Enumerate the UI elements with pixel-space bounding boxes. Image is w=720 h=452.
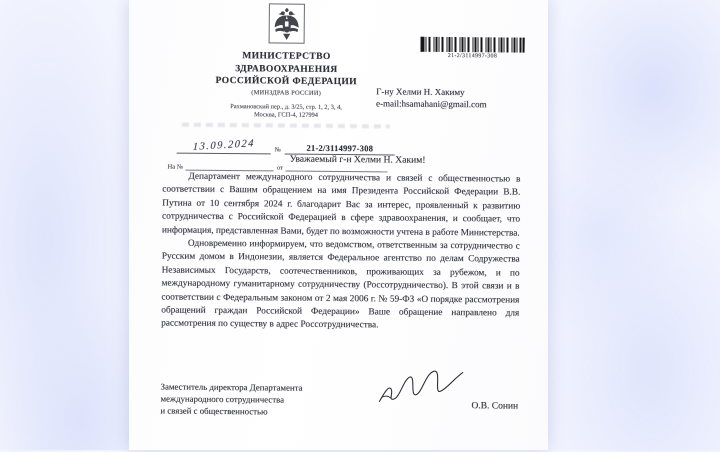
recipient-email: e-mail:hsamahani@gmail.com	[376, 97, 487, 109]
signer-name: О.В. Сонин	[471, 401, 519, 412]
handwritten-signature-icon	[375, 366, 467, 418]
ministry-line: РОССИЙСКОЙ ФЕДЕРАЦИИ	[215, 75, 357, 88]
body-paragraph-2: Одновременно информируем, что ведомством, ответственным за сотрудничество с Русским домом в Индонезии, является Федеральное агентство по делам Содружества Независимых Государств, соотечественников, проживающих за рубежом, и по международному гуманитарному сотрудничеству (Россотрудничество). В этой связи и в соответствии с Федеральным законом от 2 мая 2006 г. № 59-ФЗ «О порядке рассмотрения обращений граждан Российской Федерации» Ваше обращение направлено для рассмотрения по существу в адрес Россотрудничества.	[161, 238, 520, 331]
russian-coat-of-arms-icon	[269, 3, 305, 43]
signer-position-line: и связей с общественностью	[160, 405, 268, 416]
handwritten-date: 13.09.2024	[177, 134, 271, 154]
salutation: Уважаемый г-н Хелми Н. Хаким!	[289, 153, 426, 166]
faded-contact-line	[182, 123, 390, 129]
ministry-line: МИНИСТЕРСТВО	[242, 51, 331, 62]
number-sign: №	[274, 146, 281, 154]
reply-ot-label: от	[276, 164, 283, 172]
signer-position-line: международного сотрудничества	[160, 393, 285, 405]
recipient-block	[376, 86, 487, 110]
ministry-line: ЗДРАВООХРАНЕНИЯ	[235, 63, 338, 75]
ministry-name	[158, 49, 414, 89]
address-line: Рахмановский пер., д. 3/25, стр. 1, 2, 3, 4,	[230, 102, 342, 111]
signer-position-line: Заместитель директора Департамента	[160, 381, 303, 393]
letter-body	[161, 170, 520, 334]
barcode-number: 21-2/3114997-308	[447, 52, 498, 60]
scanned-letter-page	[129, 0, 548, 450]
barcode-icon	[421, 37, 525, 53]
recipient-name: Г-ну Хелми Н. Хакиму	[376, 86, 465, 98]
reply-na-label: На №	[167, 163, 183, 171]
address-line: Москва, ГСП-4, 127994	[253, 110, 318, 119]
registration-barcode-block	[416, 37, 528, 60]
body-paragraph-1: Департамент международного сотрудничества и связей с общественностью в соответствии с Вашим обращением на имя Президента Российской Федерации В.В. Путина от 10 сентября 2024 г. благодарит Вас за интерес, проявленный к развитию сотрудничества с Российской Федерацией в сфере здравоохранения, и сообщает, что информация, представленная Вами, будет по возможности учтена в работе Министерства.	[161, 171, 521, 239]
ministry-short-name: (МИНЗДРАВ РОССИИ)	[251, 88, 322, 97]
signer-position	[160, 381, 302, 418]
letter-content	[127, 0, 550, 452]
outgoing-reference-number: 21-2/3114997-308	[285, 142, 395, 155]
